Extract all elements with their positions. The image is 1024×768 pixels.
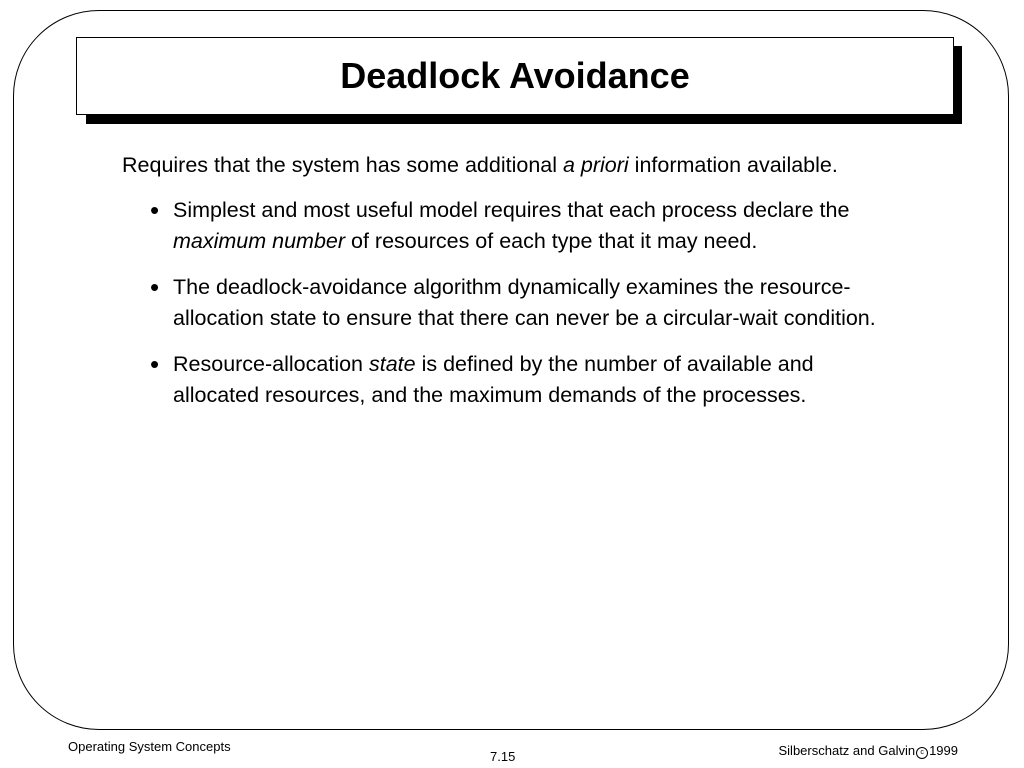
- footer-authors-text: Silberschatz and Galvin: [778, 743, 916, 758]
- bullet-item: [122, 349, 902, 411]
- bullet-emphasis: state: [369, 352, 416, 376]
- intro-emphasis: a priori: [562, 153, 629, 177]
- bullet-text-after: is defined by the number of available and allocated resources, and the maximum demands of the processes.: [173, 352, 814, 407]
- bullet-item: [122, 195, 902, 257]
- footer-page-number: 7.15: [490, 749, 516, 764]
- intro-paragraph: [122, 150, 902, 181]
- bullet-icon: •: [150, 272, 160, 302]
- intro-text-after: information available.: [628, 153, 838, 177]
- footer-course-title: Operating System Concepts: [68, 739, 231, 754]
- bullet-text-before: Resource-allocation: [173, 352, 369, 376]
- bullet-list: [122, 195, 902, 411]
- bullet-icon: •: [150, 349, 160, 379]
- intro-text-before: Requires that the system has some additional: [122, 153, 563, 177]
- footer-year: 1999: [929, 743, 958, 758]
- title-box: [76, 37, 954, 115]
- bullet-emphasis: maximum number: [173, 229, 346, 253]
- footer-authors: [779, 743, 959, 759]
- slide-title: Deadlock Avoidance: [340, 55, 690, 96]
- copyright-icon: c: [916, 747, 928, 759]
- bullet-text-before: Simplest and most useful model requires that each process declare the: [173, 198, 850, 222]
- slide-body: [122, 150, 902, 426]
- bullet-text-after: of resources of each type that it may need.: [345, 229, 758, 253]
- bullet-icon: •: [150, 195, 160, 225]
- bullet-text-before: The deadlock-avoidance algorithm dynamically examines the resource-allocation state to ensure that there can never be a circular-wait condition.: [173, 275, 876, 330]
- bullet-item: [122, 272, 902, 334]
